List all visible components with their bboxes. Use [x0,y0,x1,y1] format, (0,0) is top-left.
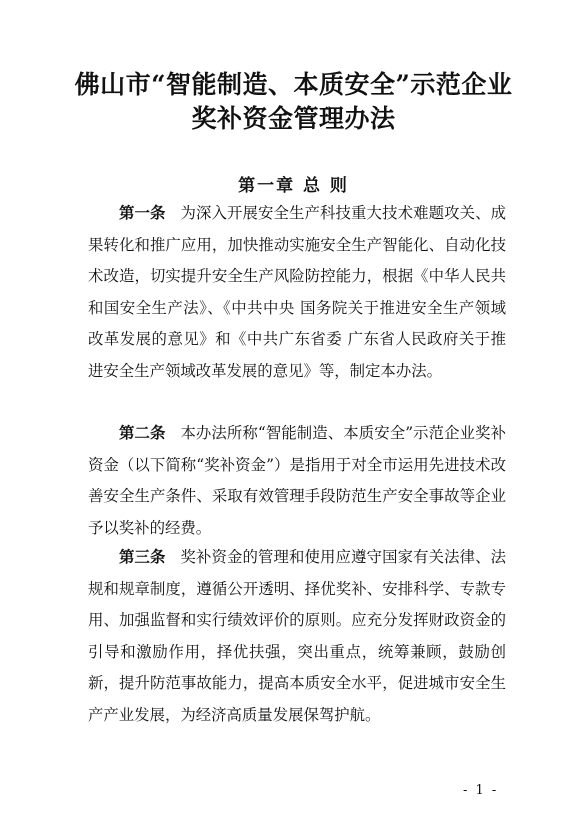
article-2-label: 第二条 [119,424,166,442]
article-1-label: 第一条 [119,204,166,222]
article-2-text: 本办法所称“智能制造、本质安全”示范企业奖补资金（以下简称“奖补资金”）是指用于对全市运用先进技术改善安全生产条件、采取有效管理手段防范生产安全事故等企业予以奖补的经费。 [88,424,506,537]
chapter-heading: 第一章 总 则 [238,176,349,196]
article-3-label: 第三条 [119,548,166,566]
article-2 [88,418,506,544]
page-number: - 1 - [463,783,499,798]
document-title-line-2: 奖补资金管理办法 [191,104,396,133]
article-1 [88,198,506,388]
article-1-text: 为深入开展安全生产科技重大技术难题攻关、成果转化和推广应用，加快推动实施安全生产智能化、自动化技术改造，切实提升安全生产风险防控能力，根据《中华人民共和国安全生产法》、《中共中央 国务院关于推进安全生产领域改革发展的意见》和《中共广东省委 广东省人民政府关于推进安全生产领域改革发展的意见》等，制定本办法。 [88,204,506,380]
article-3 [88,542,506,732]
article-3-text: 奖补资金的管理和使用应遵守国家有关法律、法规和规章制度，遵循公开透明、择优奖补、安排科学、专款专用、加强监督和实行绩效评价的原则。应充分发挥财政资金的引导和激励作用，择优扶强，突出重点，统筹兼顾，鼓励创新，提升防范事故能力，提高本质安全水平，促进城市安全生产产业发展，为经济高质量发展保驾护航。 [88,548,506,724]
document-title-line-1: 佛山市“智能制造、本质安全”示范企业 [74,70,513,99]
